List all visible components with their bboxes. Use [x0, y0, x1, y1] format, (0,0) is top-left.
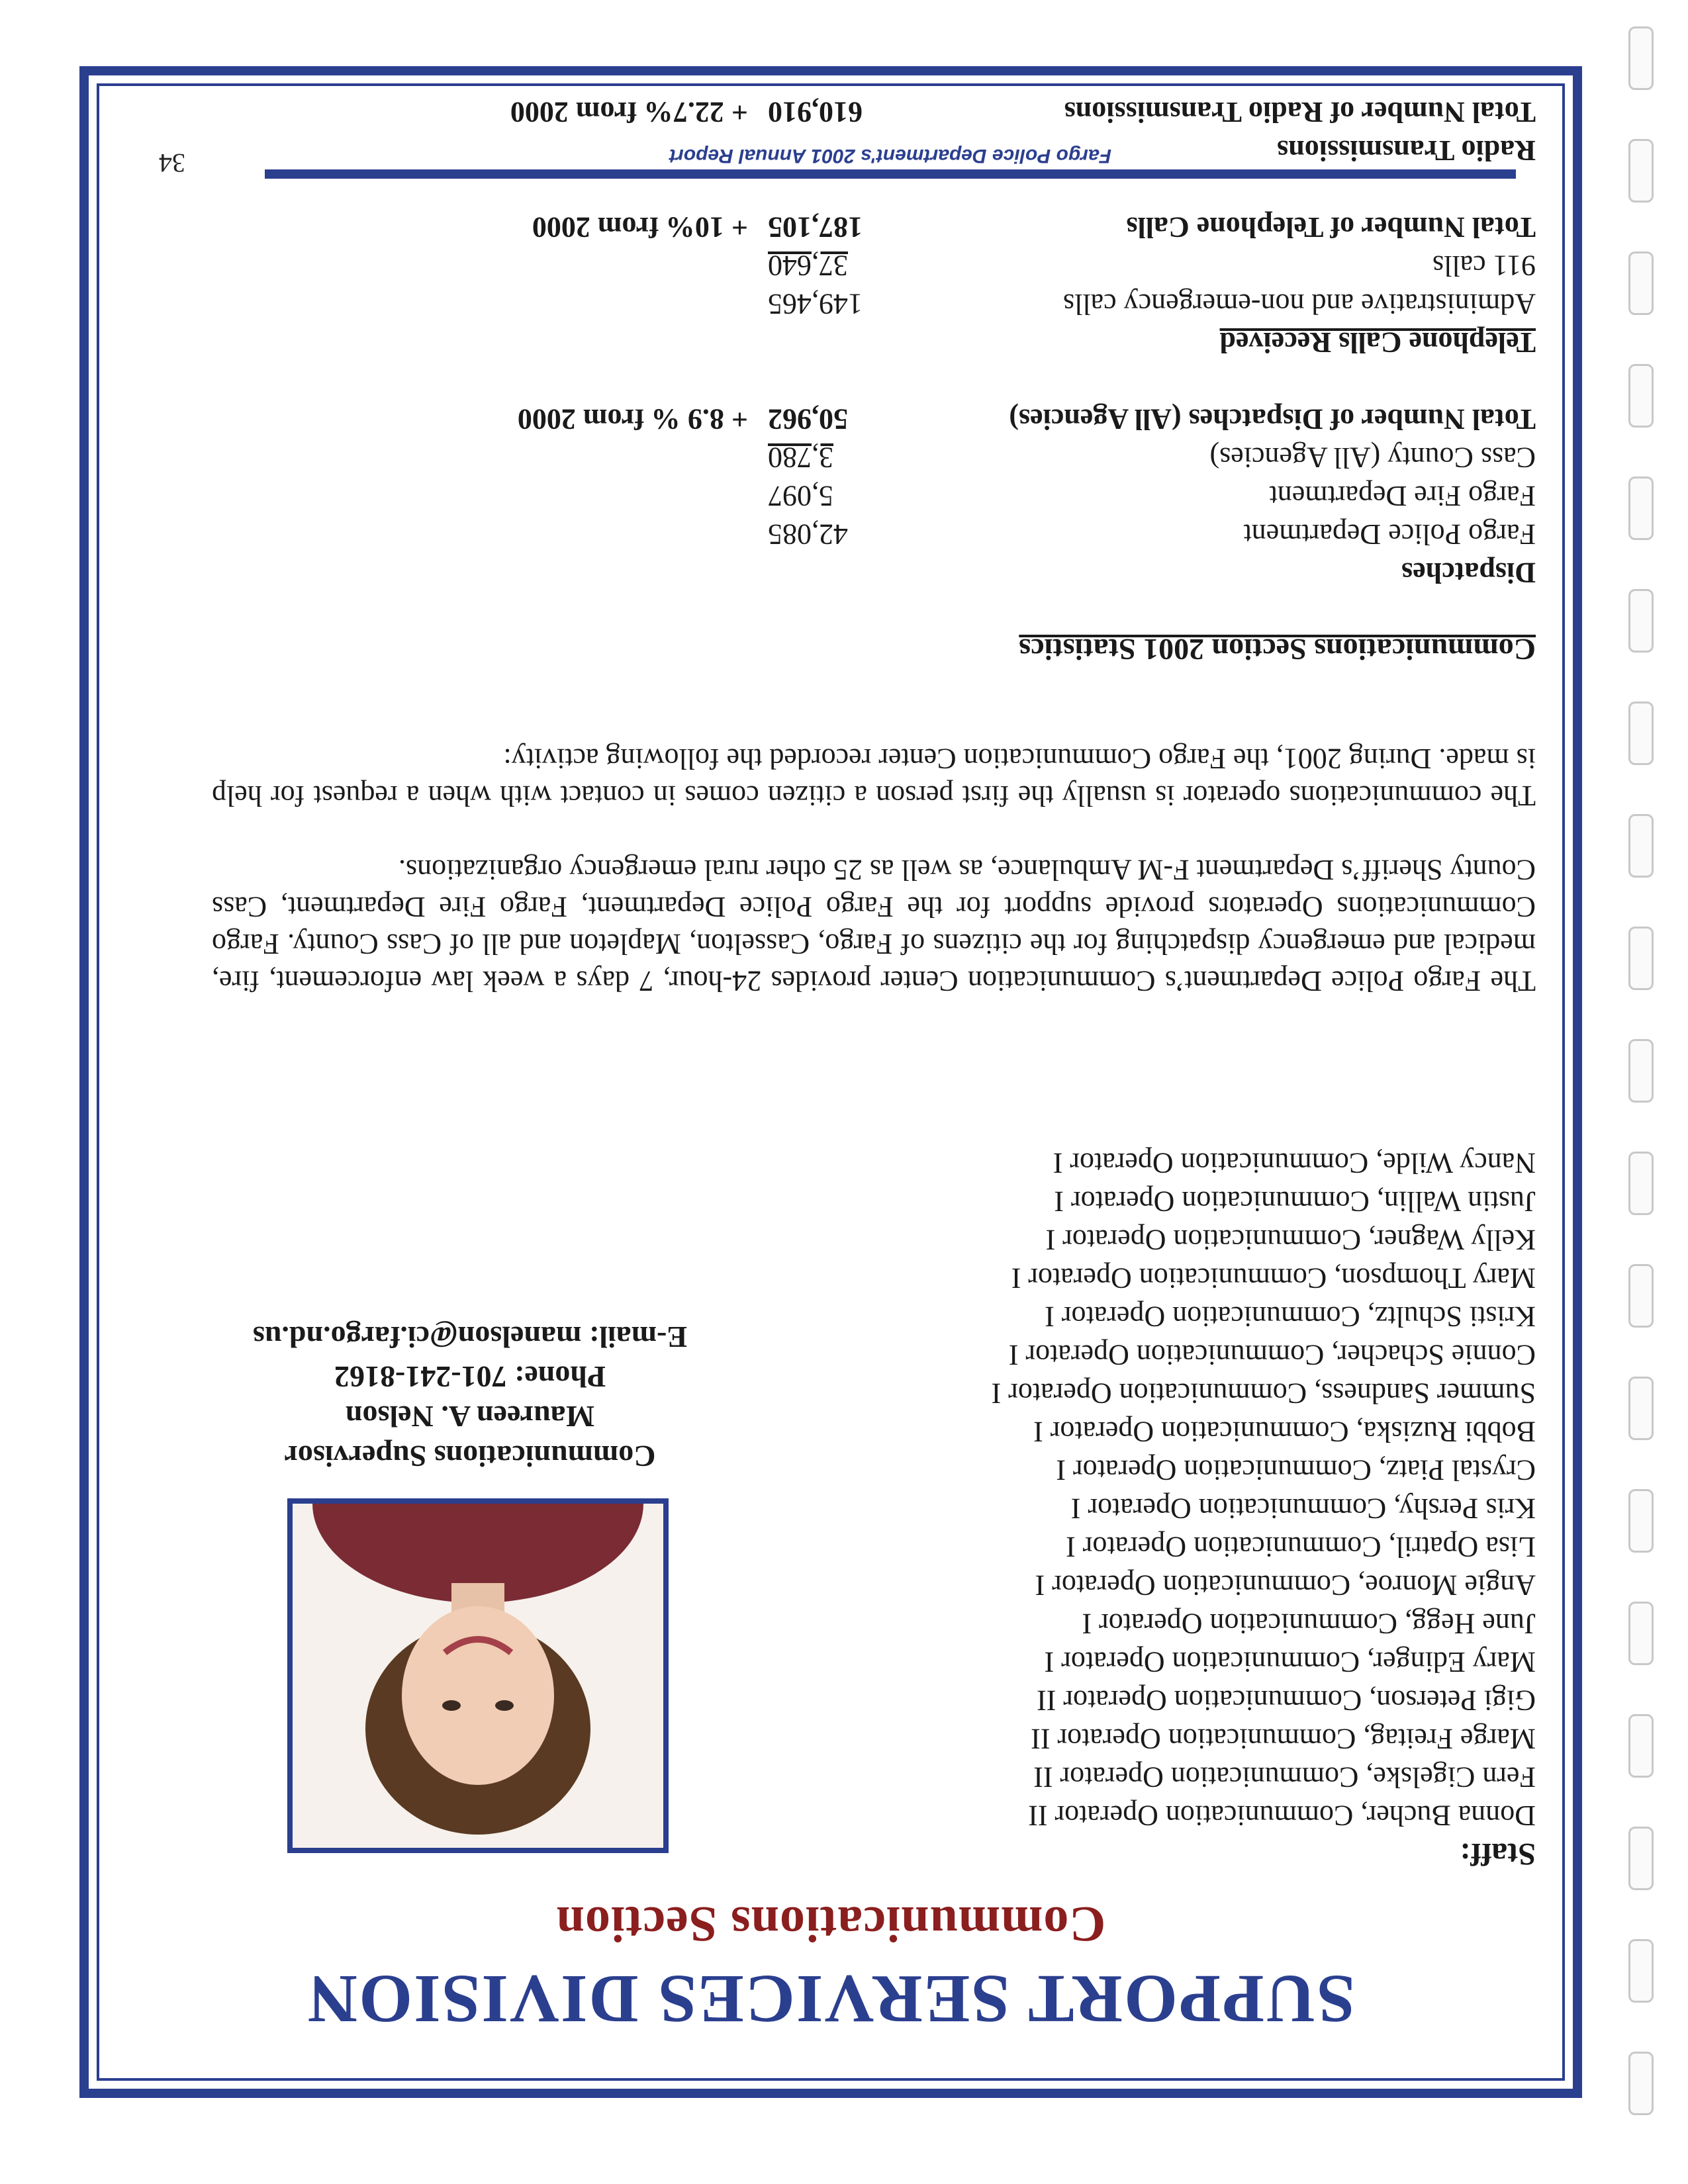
report-page [79, 66, 1582, 2098]
division-title: SUPPORT SERVICES DIVISION [306, 1961, 1355, 2037]
stat-row [212, 515, 1536, 553]
stat-total-row [212, 93, 1536, 131]
staff-member: Fern Cigelske, Communication Operator II [1033, 1761, 1536, 1794]
supervisor-photo [287, 1498, 669, 1853]
staff-member: June Hegg, Communication Operator I [1082, 1608, 1536, 1640]
punch-hole [1628, 1152, 1654, 1215]
punch-hole [1628, 1377, 1654, 1440]
stat-total-value: 610,910 [768, 96, 863, 128]
stat-label: Cass County (All Agencies) [1209, 441, 1536, 474]
punch-hole [1628, 1489, 1654, 1553]
dispatches-heading: Dispatches [1401, 557, 1536, 589]
stat-total-value: 187,105 [768, 211, 863, 244]
supervisor-name: Maureen A. Nelson [345, 1400, 595, 1433]
portrait-image [293, 1504, 663, 1848]
staff-member: Crystal Piatz, Communication Operator I [1056, 1454, 1536, 1486]
stat-total-row [212, 208, 1536, 246]
supervisor-email[interactable]: E-mail: manelson@ci.fargo.nd.us [252, 1320, 688, 1354]
punch-hole [1628, 814, 1654, 878]
punch-hole [1628, 927, 1654, 990]
stat-row [212, 285, 1536, 323]
staff-member: Kelly Wagner, Communication Operator I [1045, 1224, 1536, 1256]
staff-member: Angie Monroe, Communication Operator I [1035, 1569, 1536, 1602]
punch-hole [1628, 251, 1654, 315]
telephone-heading: Telephone Calls Received [1219, 326, 1536, 359]
statistics-title: Communications Section 2001 Statistics [1019, 633, 1536, 666]
staff-member: Bobbi Ruziska, Communication Operator I [1033, 1416, 1536, 1448]
stat-value: 37,640 [768, 250, 848, 282]
stat-label: Fargo Police Department [1243, 518, 1536, 551]
staff-member: Marge Freitag, Communication Operator II [1031, 1723, 1536, 1755]
staff-member: Gigi Peterson, Communication Operator II [1037, 1684, 1536, 1717]
intro-paragraph: The communications operator is usually the first person a citizen comes in contact with when a request for help is made. During 2001, the Fargo Communication Center recorded the following activity: [212, 743, 1536, 812]
page-number: 34 [159, 148, 185, 178]
stat-value: 3,780 [768, 441, 833, 474]
intro-text [212, 703, 1536, 999]
stat-value: 149,465 [768, 288, 863, 320]
stat-row [212, 246, 1536, 285]
punch-hole [1628, 2052, 1654, 2115]
staff-member: Mary Thompson, Communication Operator I [1011, 1262, 1536, 1295]
punch-hole [1628, 1039, 1654, 1103]
stat-change: + 22.7% from 2000 [510, 96, 748, 128]
binder-holes [1622, 26, 1662, 2144]
punch-hole [1628, 1827, 1654, 1890]
radio-heading: Radio Transmissions [1277, 134, 1536, 167]
staff-block [662, 1144, 1536, 1873]
stat-row [212, 438, 1536, 477]
staff-member: Summer Sandness, Communication Operator I [991, 1377, 1536, 1410]
footer-report-title: Fargo Police Department's 2001 Annual Report [669, 145, 1111, 167]
punch-hole [1628, 364, 1654, 428]
staff-member: Mary Edinger, Communication Operator I [1044, 1646, 1536, 1678]
staff-member: Nancy Wilde, Communication Operator I [1053, 1147, 1536, 1179]
stat-value: 5,097 [768, 480, 833, 512]
page-footer [146, 132, 1516, 179]
stat-label: 911 calls [1432, 250, 1536, 282]
staff-member: Donna Bucher, Communication Operator II [1028, 1799, 1536, 1832]
stat-total-label: Total Number of Dispatches (All Agencies) [1009, 403, 1536, 435]
stat-total-value: 50,962 [768, 403, 848, 435]
punch-hole [1628, 1939, 1654, 2003]
stat-change: + 8.9 % from 2000 [517, 403, 748, 435]
stat-total-label: Total Number of Telephone Calls [1126, 211, 1536, 244]
staff-member: Lisa Opatril, Communication Operator I [1066, 1531, 1536, 1563]
statistics-block [212, 93, 1536, 668]
punch-hole [1628, 477, 1654, 540]
supervisor-title: Communications Supervisor [284, 1439, 656, 1473]
stat-total-row [212, 400, 1536, 438]
stat-value: 42,085 [768, 518, 848, 551]
stat-change: + 10% from 2000 [532, 211, 748, 244]
punch-hole [1628, 1264, 1654, 1328]
punch-hole [1628, 702, 1654, 765]
stat-label: Fargo Fire Department [1269, 480, 1536, 512]
page-content [119, 96, 1542, 2058]
punch-hole [1628, 1714, 1654, 1778]
punch-hole [1628, 1602, 1654, 1665]
staff-member: Kristi Schultz, Communication Operator I [1045, 1300, 1536, 1333]
staff-list [662, 1144, 1536, 1835]
stat-label: Administrative and non-emergency calls [1063, 288, 1536, 320]
stat-total-label: Total Number of Radio Transmissions [1064, 96, 1536, 128]
supervisor-contact [218, 1317, 722, 1476]
staff-member: Connie Schacher, Communication Operator I [1008, 1339, 1536, 1371]
section-title: Communications Section [555, 1896, 1106, 1952]
punch-hole [1628, 589, 1654, 653]
punch-hole [1628, 26, 1654, 90]
staff-heading: Staff: [1460, 1837, 1536, 1872]
stat-row [212, 477, 1536, 515]
footer-rule [265, 169, 1516, 179]
staff-member: Justin Wallin, Communication Operator I [1054, 1185, 1536, 1218]
supervisor-phone: Phone: 701-241-8162 [334, 1360, 606, 1394]
intro-paragraph: The Fargo Police Department’s Communication Center provides 24-hour, 7 days a week law enforcement, fire, medical and emergency dispatching for the citizens of Fargo, Casselton, Mapleton and all of Cass County. Fargo Communications Operators provide support for the Fargo Police Department, Fargo Fire Department, Cass County Sheriff’s Department F-M Ambulance, as well as 25 other rural emergency organizations. [212, 854, 1536, 997]
punch-hole [1628, 139, 1654, 203]
staff-member: Kris Pershy, Communication Operator I [1070, 1492, 1536, 1525]
